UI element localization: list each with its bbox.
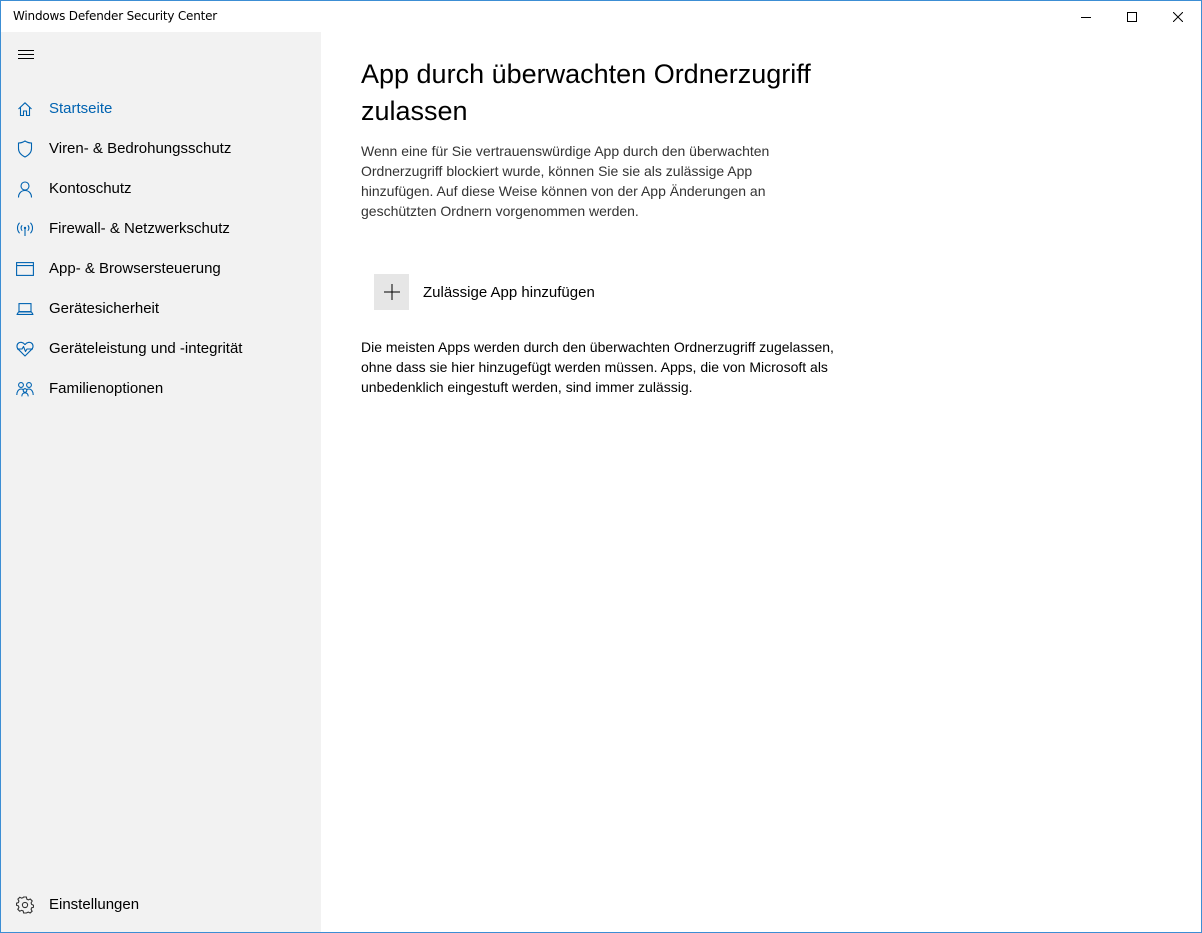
sidebar-item-geraetesicherheit[interactable] xyxy=(1,289,321,329)
person-icon xyxy=(16,180,34,198)
laptop-icon xyxy=(16,300,34,318)
sidebar-item-label: Gerätesicherheit xyxy=(49,300,160,317)
sidebar-item-label: Viren- & Bedrohungsschutz xyxy=(49,140,232,157)
heart-pulse-icon xyxy=(16,340,34,358)
sidebar-item-familienoptionen[interactable] xyxy=(1,369,321,409)
page-title: App durch überwachten Ordnerzugriff zulassen xyxy=(361,59,811,126)
add-allowed-app-label: Zulässige App hinzufügen xyxy=(423,283,595,301)
title-bar[interactable] xyxy=(1,1,1201,32)
home-icon xyxy=(16,100,34,118)
sidebar-item-label: Firewall- & Netzwerkschutz xyxy=(49,220,230,237)
main-content xyxy=(321,32,1201,932)
maximize-icon xyxy=(1127,12,1137,22)
minimize-button[interactable] xyxy=(1063,1,1109,32)
sidebar-item-label: App- & Browsersteuerung xyxy=(49,260,221,277)
app-window-icon xyxy=(16,260,34,278)
sidebar xyxy=(1,32,321,932)
sidebar-item-label: Geräteleistung und -integrität xyxy=(49,340,243,357)
sidebar-item-app-browsersteuerung[interactable] xyxy=(1,249,321,289)
sidebar-item-viren-bedrohungsschutz[interactable] xyxy=(1,129,321,169)
window-title: Windows Defender Security Center xyxy=(13,9,218,23)
add-allowed-app-button[interactable] xyxy=(374,274,595,310)
close-button[interactable] xyxy=(1155,1,1201,32)
minimize-icon xyxy=(1081,12,1091,22)
sidebar-item-label: Kontoschutz xyxy=(49,180,132,197)
sidebar-item-firewall-netzwerkschutz[interactable] xyxy=(1,209,321,249)
sidebar-item-geraeteleistung[interactable] xyxy=(1,329,321,369)
sidebar-item-label: Einstellungen xyxy=(49,896,140,913)
plus-icon xyxy=(374,274,409,310)
gear-icon xyxy=(16,896,34,914)
sidebar-item-label: Familienoptionen xyxy=(49,380,164,397)
info-note: Die meisten Apps werden durch den überwachten Ordnerzugriff zugelassen, ohne dass sie hier hinzugefügt werden müssen. Apps, die von Microsoft als unbedenklich eingestuft werden, sind immer zulässig. xyxy=(361,339,834,395)
sidebar-item-einstellungen[interactable] xyxy=(1,885,321,925)
maximize-button[interactable] xyxy=(1109,1,1155,32)
sidebar-item-label: Startseite xyxy=(49,100,113,117)
page-description: Wenn eine für Sie vertrauenswürdige App durch den überwachten Ordnerzugriff blockiert wurde, können Sie sie als zulässige App hinzufügen. Auf diese Weise können von der App Änderungen an geschützten Ordnern vorgenommen werden. xyxy=(361,143,770,219)
shield-icon xyxy=(16,140,34,158)
menu-toggle-button[interactable] xyxy=(9,38,43,72)
sidebar-item-startseite[interactable] xyxy=(1,89,321,129)
family-icon xyxy=(16,380,34,398)
close-icon xyxy=(1173,12,1183,22)
sidebar-item-kontoschutz[interactable] xyxy=(1,169,321,209)
wireless-icon xyxy=(16,220,34,238)
hamburger-icon xyxy=(18,49,34,61)
